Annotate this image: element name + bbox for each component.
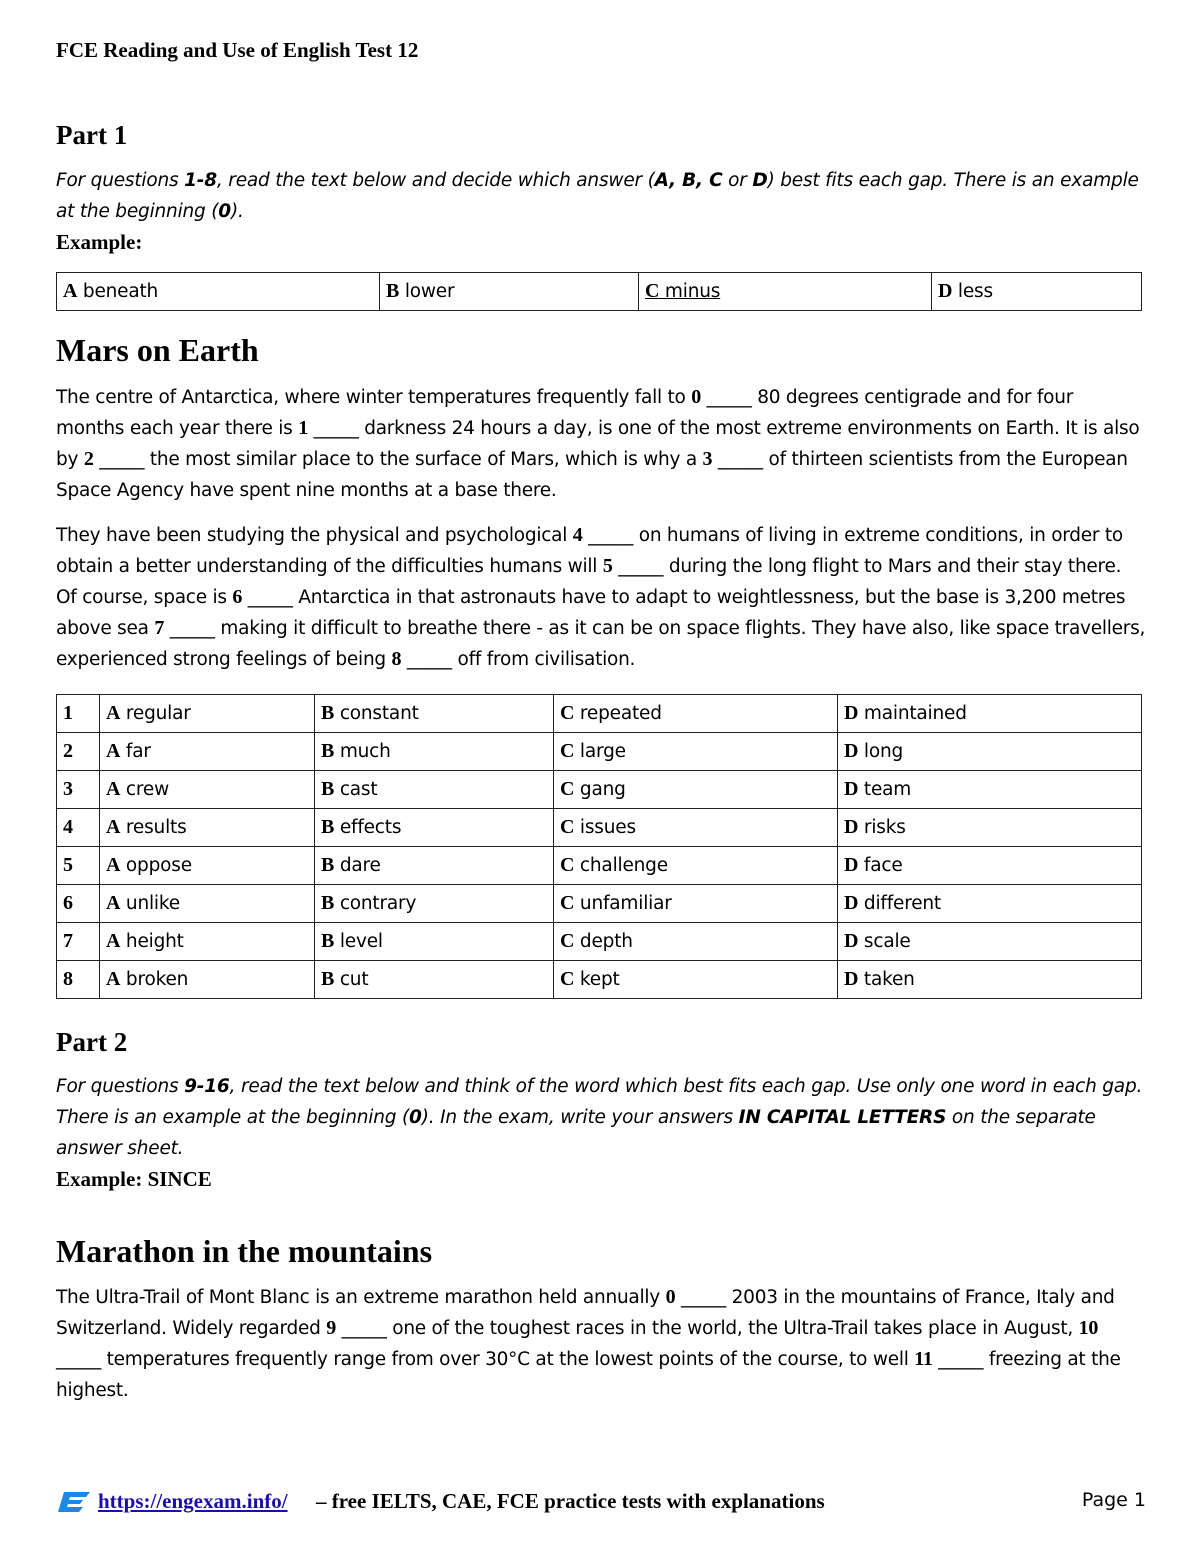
part2-instructions: For questions 9-16, read the text below and think of the word which best fits each gap. Use only one word in each gap. There is an example at the beginning (0). In the exam, write your answers IN CAPITAL LETTERS on the separate answer sheet. — [56, 1076, 1143, 1159]
document-header: FCE Reading and Use of English Test 12 — [56, 38, 419, 62]
option-c: C gang — [554, 771, 838, 809]
option-d: D different — [838, 885, 1142, 923]
option-c: C kept — [554, 961, 838, 999]
article-title-marathon: Marathon in the mountains — [56, 1233, 433, 1269]
question-number: 1 — [57, 695, 100, 733]
option-d: D maintained — [838, 695, 1142, 733]
example-option-d: D less — [932, 273, 1142, 311]
option-b: B cast — [315, 771, 554, 809]
option-b: B effects — [315, 809, 554, 847]
example-option-c-answer: C minus — [639, 273, 932, 311]
question-number: 6 — [57, 885, 100, 923]
option-a: A unlike — [100, 885, 315, 923]
option-c: C depth — [554, 923, 838, 961]
example-option-a: A beneath — [57, 273, 380, 311]
question-number: 7 — [57, 923, 100, 961]
question-number: 3 — [57, 771, 100, 809]
question-number: 5 — [57, 847, 100, 885]
option-c: C repeated — [554, 695, 838, 733]
option-d: D team — [838, 771, 1142, 809]
option-a: A far — [100, 733, 315, 771]
option-b: B much — [315, 733, 554, 771]
option-a: A crew — [100, 771, 315, 809]
option-d: D risks — [838, 809, 1142, 847]
page-number: Page 1 — [1081, 1489, 1146, 1511]
questions-table — [56, 694, 1142, 999]
question-row-6 — [57, 885, 1142, 923]
part2-title: Part 2 — [56, 1027, 128, 1057]
question-row-4 — [57, 809, 1142, 847]
option-a: A broken — [100, 961, 315, 999]
question-number: 8 — [57, 961, 100, 999]
option-d: D face — [838, 847, 1142, 885]
option-b: B cut — [315, 961, 554, 999]
option-c: C issues — [554, 809, 838, 847]
option-b: B constant — [315, 695, 554, 733]
question-row-2 — [57, 733, 1142, 771]
option-d: D long — [838, 733, 1142, 771]
article-title-mars: Mars on Earth — [56, 332, 259, 368]
option-a: A results — [100, 809, 315, 847]
part1-example-label: Example: — [56, 230, 143, 254]
option-d: D taken — [838, 961, 1142, 999]
footer-tagline: – free IELTS, CAE, FCE practice tests with explanations — [316, 1489, 825, 1513]
question-number: 4 — [57, 809, 100, 847]
example-option-b: B lower — [380, 273, 639, 311]
option-d: D scale — [838, 923, 1142, 961]
part1-instructions: For questions 1-8, read the text below and decide which answer (A, B, C or D) best fits each gap. There is an example at the beginning (0). — [56, 170, 1139, 222]
question-row-7 — [57, 923, 1142, 961]
option-b: B level — [315, 923, 554, 961]
mars-paragraph-2: They have been studying the physical and psychological 4 _____ on humans of living in extreme conditions, in order to obtain a better understanding of the difficulties humans will 5 _____ during the long flight to Mars and their stay there. Of course, space is 6 _____ Antarctica in that astronauts have to adapt to weightlessness, but the base is 3,200 metres above sea 7 _____ making it difficult to breathe there - as it can be on space flights. They have also, like space travellers, experienced strong feelings of being 8 _____ off from civilisation. — [56, 524, 1146, 670]
question-row-1 — [57, 695, 1142, 733]
part1-title: Part 1 — [56, 120, 128, 150]
question-number: 2 — [57, 733, 100, 771]
mars-paragraph-1: The centre of Antarctica, where winter temperatures frequently fall to 0 _____ 80 degrees centigrade and for four months each year there is 1 _____ darkness 24 hours a day, is one of the most extreme environments on Earth. It is also by 2 _____ the most similar place to the surface of Mars, which is why a 3 _____ of thirteen scientists from the European Space Agency have spent nine months at a base there. — [56, 386, 1140, 501]
page-footer — [56, 1486, 1146, 1518]
option-a: A regular — [100, 695, 315, 733]
example-options-row — [57, 273, 1142, 311]
option-c: C large — [554, 733, 838, 771]
option-a: A height — [100, 923, 315, 961]
question-row-3 — [57, 771, 1142, 809]
option-c: C unfamiliar — [554, 885, 838, 923]
example-options-table — [56, 272, 1142, 311]
option-c: C challenge — [554, 847, 838, 885]
question-row-5 — [57, 847, 1142, 885]
engexam-logo-icon — [56, 1490, 92, 1514]
option-b: B dare — [315, 847, 554, 885]
question-row-8 — [57, 961, 1142, 999]
marathon-paragraph-1: The Ultra-Trail of Mont Blanc is an extreme marathon held annually 0 _____ 2003 in the mountains of France, Italy and Switzerland. Widely regarded 9 _____ one of the toughest races in the world, the Ultra-Trail takes place in August, 10 _____ temperatures frequently range from over 30°C at the lowest points of the course, to well 11 _____ freezing at the highest. — [56, 1286, 1121, 1401]
option-a: A oppose — [100, 847, 315, 885]
engexam-link[interactable]: https://engexam.info/ — [98, 1489, 288, 1513]
part2-example-label: Example: SINCE — [56, 1167, 212, 1191]
option-b: B contrary — [315, 885, 554, 923]
